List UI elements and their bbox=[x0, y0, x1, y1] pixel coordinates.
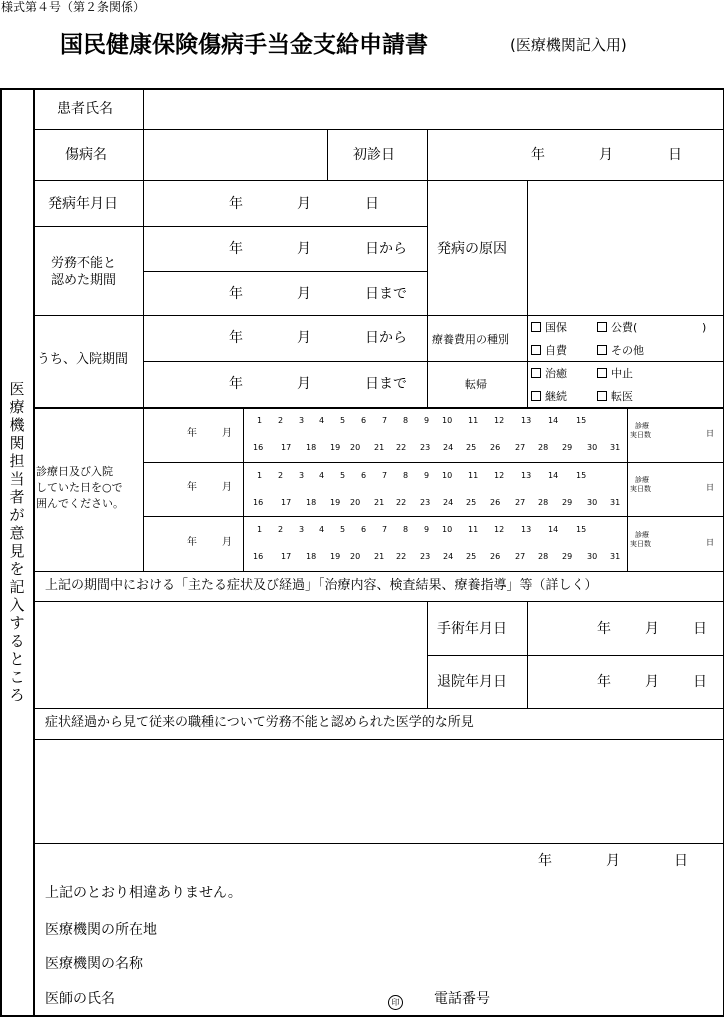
visit-days-label-3: 囲んでください。 bbox=[36, 497, 124, 510]
first-visit-year: 年 bbox=[531, 147, 545, 163]
calendar-day[interactable]: 7 bbox=[382, 525, 388, 534]
discharge-day: 日 bbox=[693, 674, 707, 690]
sign-year: 年 bbox=[538, 853, 552, 869]
phone-label: 電話番号 bbox=[434, 991, 490, 1007]
calendar-day[interactable]: 17 bbox=[281, 552, 292, 561]
calendar-day[interactable]: 2 bbox=[278, 525, 284, 534]
calendar-day[interactable]: 9 bbox=[424, 525, 430, 534]
cost-kohi[interactable]: 公費( bbox=[597, 322, 637, 333]
side-label-char: 者 bbox=[9, 488, 25, 506]
calendar-day[interactable]: 25 bbox=[466, 552, 477, 561]
calendar-day[interactable]: 26 bbox=[490, 498, 501, 507]
calendar-day[interactable]: 13 bbox=[521, 525, 532, 534]
calendar-day[interactable]: 1 bbox=[257, 471, 263, 480]
side-label-char: 関 bbox=[9, 434, 25, 452]
side-label-char: を bbox=[9, 560, 25, 578]
incapacity-label-2: 認めた期間 bbox=[51, 273, 117, 288]
calendar-day[interactable]: 12 bbox=[494, 416, 505, 425]
surgery-date-label: 手術年月日 bbox=[437, 621, 507, 637]
calendar-day[interactable]: 21 bbox=[374, 498, 385, 507]
doctor-name-label: 医師の氏名 bbox=[45, 991, 115, 1007]
patient-name-label: 患者氏名 bbox=[57, 101, 113, 117]
calendar-day[interactable]: 16 bbox=[253, 498, 264, 507]
calendar-day[interactable]: 6 bbox=[361, 525, 367, 534]
calendar-day[interactable]: 7 bbox=[382, 416, 388, 425]
calendar-day[interactable]: 11 bbox=[468, 416, 479, 425]
calendar-day[interactable]: 15 bbox=[576, 471, 587, 480]
first-visit-day: 日 bbox=[668, 147, 682, 163]
discharge-month: 月 bbox=[645, 674, 659, 690]
calendar-month-unit: 月 bbox=[222, 482, 232, 493]
outcome-continue[interactable]: 継続 bbox=[531, 391, 567, 402]
calendar-day[interactable]: 8 bbox=[403, 416, 409, 425]
calendar-day[interactable]: 25 bbox=[466, 443, 477, 452]
calendar-day[interactable]: 31 bbox=[610, 443, 621, 452]
calendar-year-unit: 年 bbox=[187, 427, 197, 439]
calendar-day[interactable]: 11 bbox=[468, 471, 479, 480]
disease-name-label: 傷病名 bbox=[65, 147, 107, 163]
side-label-char: と bbox=[9, 650, 25, 668]
onset-day: 日 bbox=[365, 196, 379, 212]
outcome-label: 転帰 bbox=[465, 378, 487, 391]
surgery-year: 年 bbox=[597, 621, 611, 637]
calendar-day[interactable]: 15 bbox=[576, 416, 587, 425]
visit-count-label: 診療 bbox=[635, 530, 649, 539]
calendar-day[interactable]: 30 bbox=[587, 498, 598, 507]
calendar-day[interactable]: 1 bbox=[257, 416, 263, 425]
calendar-day[interactable]: 20 bbox=[350, 552, 361, 561]
calendar-day[interactable]: 28 bbox=[538, 498, 549, 507]
calendar-day[interactable]: 31 bbox=[610, 552, 621, 561]
cost-other[interactable]: その他 bbox=[597, 345, 644, 356]
calendar-day[interactable]: 8 bbox=[403, 471, 409, 480]
form-title: 国民健康保険傷病手当金支給申請書 bbox=[60, 32, 428, 58]
calendar-day[interactable]: 3 bbox=[299, 416, 305, 425]
incap-from-day: 日から bbox=[365, 241, 407, 257]
calendar-day[interactable]: 3 bbox=[299, 471, 305, 480]
calendar-day[interactable]: 1 bbox=[257, 525, 263, 534]
outcome-stopped[interactable]: 中止 bbox=[597, 368, 633, 379]
visit-count-label: 実日数 bbox=[630, 430, 651, 439]
calendar-day[interactable]: 17 bbox=[281, 498, 292, 507]
calendar-day[interactable]: 27 bbox=[515, 552, 526, 561]
side-label-char: 療 bbox=[9, 398, 25, 416]
form-subtitle: (医療機関記入用) bbox=[510, 36, 627, 54]
calendar-day[interactable]: 24 bbox=[443, 443, 454, 452]
incapacity-label-1: 労務不能と bbox=[51, 256, 117, 271]
calendar-day[interactable]: 27 bbox=[515, 498, 526, 507]
discharge-date-label: 退院年月日 bbox=[437, 674, 507, 690]
calendar-day[interactable]: 7 bbox=[382, 471, 388, 480]
calendar-day[interactable]: 5 bbox=[340, 416, 346, 425]
hosp-to-day: 日まで bbox=[365, 376, 407, 392]
calendar-day[interactable]: 29 bbox=[562, 552, 573, 561]
calendar-day[interactable]: 16 bbox=[253, 443, 264, 452]
calendar-day[interactable]: 26 bbox=[490, 552, 501, 561]
calendar-day[interactable]: 30 bbox=[587, 443, 598, 452]
calendar-month-unit: 月 bbox=[222, 427, 232, 439]
calendar-day[interactable]: 29 bbox=[562, 498, 573, 507]
side-label bbox=[8, 380, 26, 704]
calendar-day[interactable]: 19 bbox=[330, 552, 341, 561]
side-label-char: 入 bbox=[9, 596, 25, 614]
cost-kokuho[interactable]: 国保 bbox=[531, 322, 567, 333]
calendar-day[interactable]: 6 bbox=[361, 471, 367, 480]
calendar-year-unit: 年 bbox=[187, 536, 197, 548]
first-visit-month: 月 bbox=[599, 147, 613, 163]
onset-cause-label: 発病の原因 bbox=[437, 241, 507, 257]
hosp-from-year: 年 bbox=[229, 330, 243, 346]
calendar-day[interactable]: 25 bbox=[466, 498, 477, 507]
calendar-day[interactable]: 4 bbox=[319, 525, 325, 534]
visit-count-label: 実日数 bbox=[630, 485, 651, 493]
calendar-day[interactable]: 30 bbox=[587, 552, 598, 561]
calendar-day[interactable]: 9 bbox=[424, 471, 430, 480]
side-label-char: す bbox=[9, 614, 25, 632]
side-label-char: 見 bbox=[9, 542, 25, 560]
incap-to-month: 月 bbox=[297, 286, 311, 302]
side-label-char: 意 bbox=[9, 524, 25, 542]
calendar-year-unit: 年 bbox=[187, 482, 197, 493]
side-label-char: 記 bbox=[9, 578, 25, 596]
calendar-day[interactable]: 2 bbox=[278, 471, 284, 480]
care-cost-label: 療養費用の種別 bbox=[432, 333, 509, 346]
calendar-day[interactable]: 4 bbox=[319, 416, 325, 425]
hosp-to-month: 月 bbox=[297, 376, 311, 392]
onset-date-label: 発病年月日 bbox=[48, 196, 118, 212]
hosp-from-day: 日から bbox=[365, 330, 407, 346]
side-label-char: 担 bbox=[9, 452, 25, 470]
sign-day: 日 bbox=[674, 853, 688, 869]
calendar-day[interactable]: 10 bbox=[442, 416, 453, 425]
calendar-day[interactable]: 6 bbox=[361, 416, 367, 425]
calendar-month-unit: 月 bbox=[222, 536, 232, 548]
calendar-day[interactable]: 12 bbox=[494, 471, 505, 480]
calendar-day[interactable]: 22 bbox=[396, 443, 407, 452]
medical-opinion-label: 症状経過から見て従来の職種について労務不能と認められた医学的な所見 bbox=[45, 715, 474, 730]
calendar-day[interactable]: 28 bbox=[538, 552, 549, 561]
hosp-to-year: 年 bbox=[229, 376, 243, 392]
side-label-char: ろ bbox=[9, 686, 25, 704]
calendar-day[interactable]: 14 bbox=[548, 416, 559, 425]
visit-days-label-2: していた日を○で bbox=[36, 481, 123, 494]
calendar-day[interactable]: 24 bbox=[443, 552, 454, 561]
calendar-day[interactable]: 16 bbox=[253, 552, 264, 561]
calendar-day[interactable]: 14 bbox=[548, 525, 559, 534]
surgery-month: 月 bbox=[645, 621, 659, 637]
calendar-day[interactable]: 17 bbox=[281, 443, 292, 452]
visit-days-label-1: 診療日及び入院 bbox=[36, 465, 113, 478]
side-label-char: 医 bbox=[9, 380, 25, 398]
calendar-day[interactable]: 21 bbox=[374, 552, 385, 561]
calendar-day[interactable]: 5 bbox=[340, 525, 346, 534]
certify-text: 上記のとおり相違ありません。 bbox=[45, 885, 242, 901]
calendar-day[interactable]: 22 bbox=[396, 552, 407, 561]
side-label-char: こ bbox=[9, 668, 25, 686]
calendar-day[interactable]: 21 bbox=[374, 443, 385, 452]
calendar-day[interactable]: 18 bbox=[306, 443, 317, 452]
side-label-char: が bbox=[9, 506, 25, 524]
calendar-day[interactable]: 10 bbox=[442, 525, 453, 534]
calendar-day[interactable]: 23 bbox=[420, 443, 431, 452]
calendar-day[interactable]: 23 bbox=[420, 552, 431, 561]
onset-month: 月 bbox=[297, 196, 311, 212]
institution-address-label: 医療機関の所在地 bbox=[45, 922, 157, 938]
calendar-day[interactable]: 19 bbox=[330, 498, 341, 507]
visit-count-label: 実日数 bbox=[630, 539, 651, 548]
calendar-day[interactable]: 15 bbox=[576, 525, 587, 534]
side-label-char: る bbox=[9, 632, 25, 650]
calendar-day[interactable]: 26 bbox=[490, 443, 501, 452]
calendar-day[interactable]: 18 bbox=[306, 498, 317, 507]
cost-kohi-close: ) bbox=[702, 321, 707, 334]
calendar-day[interactable]: 4 bbox=[319, 471, 325, 480]
calendar-day[interactable]: 22 bbox=[396, 498, 407, 507]
calendar-day[interactable]: 14 bbox=[548, 471, 559, 480]
sign-month: 月 bbox=[606, 853, 620, 869]
hospitalization-label: うち、入院期間 bbox=[37, 352, 129, 367]
calendar-day[interactable]: 9 bbox=[424, 416, 430, 425]
side-label-char: 機 bbox=[9, 416, 25, 434]
institution-name-label: 医療機関の名称 bbox=[45, 956, 143, 972]
calendar-day[interactable]: 27 bbox=[515, 443, 526, 452]
discharge-year: 年 bbox=[597, 674, 611, 690]
calendar-day[interactable]: 3 bbox=[299, 525, 305, 534]
calendar-day[interactable]: 8 bbox=[403, 525, 409, 534]
calendar-day[interactable]: 23 bbox=[420, 498, 431, 507]
incap-from-month: 月 bbox=[297, 241, 311, 257]
calendar-day[interactable]: 31 bbox=[610, 498, 621, 507]
visit-count-day-unit: 日 bbox=[706, 537, 714, 547]
surgery-day: 日 bbox=[693, 621, 707, 637]
calendar-day[interactable]: 19 bbox=[330, 443, 341, 452]
calendar-day[interactable]: 29 bbox=[562, 443, 573, 452]
calendar-day[interactable]: 18 bbox=[306, 552, 317, 561]
visit-count-label: 診療 bbox=[635, 476, 649, 484]
calendar-day[interactable]: 12 bbox=[494, 525, 505, 534]
seal-mark: 印 bbox=[388, 992, 403, 1010]
calendar-day[interactable]: 28 bbox=[538, 443, 549, 452]
calendar-day[interactable]: 10 bbox=[442, 471, 453, 480]
cost-jihi[interactable]: 自費 bbox=[531, 345, 567, 356]
calendar-day[interactable]: 20 bbox=[350, 443, 361, 452]
visit-count-label: 診療 bbox=[635, 421, 649, 430]
side-label-char: 当 bbox=[9, 470, 25, 488]
first-visit-label: 初診日 bbox=[353, 147, 395, 163]
calendar-day[interactable]: 2 bbox=[278, 416, 284, 425]
outcome-transfer[interactable]: 転医 bbox=[597, 391, 633, 402]
calendar-day[interactable]: 20 bbox=[350, 498, 361, 507]
calendar-day[interactable]: 24 bbox=[443, 498, 454, 507]
outcome-cured[interactable]: 治癒 bbox=[531, 368, 567, 379]
incap-to-day: 日まで bbox=[365, 286, 407, 302]
incap-to-year: 年 bbox=[229, 286, 243, 302]
calendar-day[interactable]: 13 bbox=[521, 416, 532, 425]
form-number: 様式第４号（第２条関係） bbox=[1, 0, 146, 14]
calendar-day[interactable]: 13 bbox=[521, 471, 532, 480]
onset-year: 年 bbox=[229, 196, 243, 212]
calendar-day[interactable]: 11 bbox=[468, 525, 479, 534]
hosp-from-month: 月 bbox=[297, 330, 311, 346]
visit-count-day-unit: 日 bbox=[706, 428, 714, 438]
incap-from-year: 年 bbox=[229, 241, 243, 257]
visit-count-day-unit: 日 bbox=[706, 483, 714, 492]
main-symptoms-label: 上記の期間中における「主たる症状及び経過」「治療内容、検査結果、療養指導」等（詳しく） bbox=[45, 578, 598, 593]
calendar-day[interactable]: 5 bbox=[340, 471, 346, 480]
